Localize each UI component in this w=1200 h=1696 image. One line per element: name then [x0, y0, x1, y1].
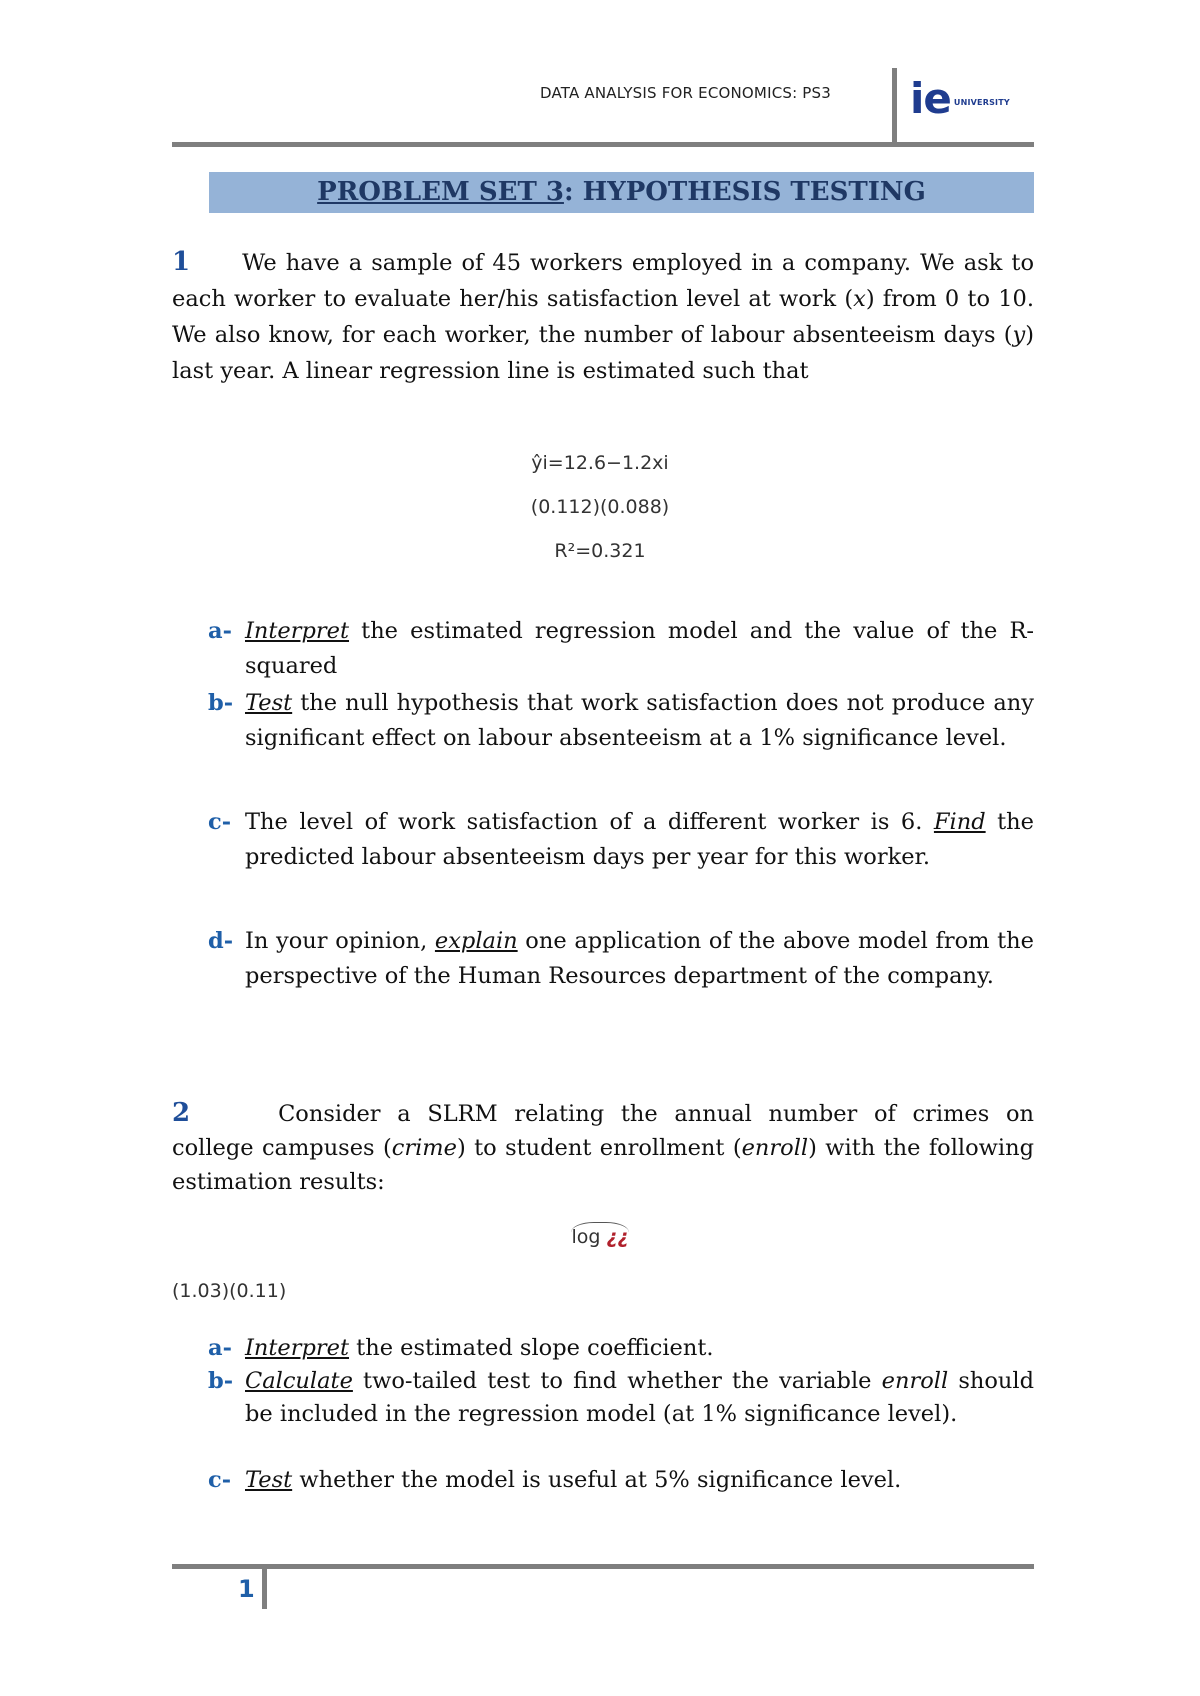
page-number: 1 — [238, 1575, 255, 1603]
question-1-number: 1 — [172, 247, 191, 277]
document-title-part1: PROBLEM SET 3 — [317, 177, 564, 207]
q1-item-d: d- In your opinion, explain one application of the above model from the perspective of the Human Resources department of the company. — [208, 928, 1034, 989]
standard-errors: (0.112)(0.088) — [530, 496, 670, 518]
q2-standard-errors: (1.03)(0.11) — [172, 1280, 287, 1302]
regression-equation: ŷi=12.6−1.2xi — [531, 452, 669, 474]
q2-item-a: a- Interpret the estimated slope coefficient. — [208, 1335, 714, 1361]
header-vertical-divider — [892, 68, 897, 142]
q1-item-b: b- Test the null hypothesis that work satisfaction does not produce any significant effect on labour absenteeism at a 1% significance level. — [208, 690, 1034, 751]
log-equation-text: log ¿¿ — [571, 1222, 628, 1248]
document-title-band — [209, 172, 1034, 213]
header-rule — [172, 142, 1034, 147]
logo-sub-text: UNIVERSITY — [953, 98, 1010, 107]
q1-item-a: a- Interpret the estimated regression model and the value of the R-squared — [208, 618, 1034, 679]
q1-item-c: c- The level of work satisfaction of a different worker is 6. Find the predicted labour absenteeism days per year for this worker. — [208, 809, 1034, 870]
q2-item-b: b- Calculate two-tailed test to find whether the variable enroll should be included in the regression model (at 1% significance level). — [208, 1368, 1035, 1427]
q2-item-c: c- Test whether the model is useful at 5% significance level. — [208, 1467, 902, 1493]
running-header-title: DATA ANALYSIS FOR ECONOMICS: PS3 — [540, 84, 832, 102]
document-title-part2: : HYPOTHESIS TESTING — [563, 177, 926, 207]
footer-rule — [172, 1564, 1034, 1569]
footer-vertical-divider — [262, 1569, 267, 1609]
question-2-number: 2 — [172, 1098, 191, 1128]
r-squared: R²=0.321 — [554, 540, 646, 562]
document-title — [317, 177, 926, 207]
question-1-text: 1 We have a sample of 45 workers employed in a company. We ask to each worker to evaluate her/his satisfaction level at work (x) from 0 to 10. We also know, for each worker, the number of labour absenteeism days (y) last year. A linear regression line is estimated such that — [172, 247, 1034, 384]
question-2-text: 2 Consider a SLRM relating the annual number of crimes on college campuses (crime) to student enrollment (enroll) with the following estimation results: — [172, 1098, 1035, 1195]
log-crime-equation — [0, 1222, 1200, 1248]
logo-main-text: ie — [910, 74, 951, 123]
ie-university-logo — [910, 74, 1010, 123]
